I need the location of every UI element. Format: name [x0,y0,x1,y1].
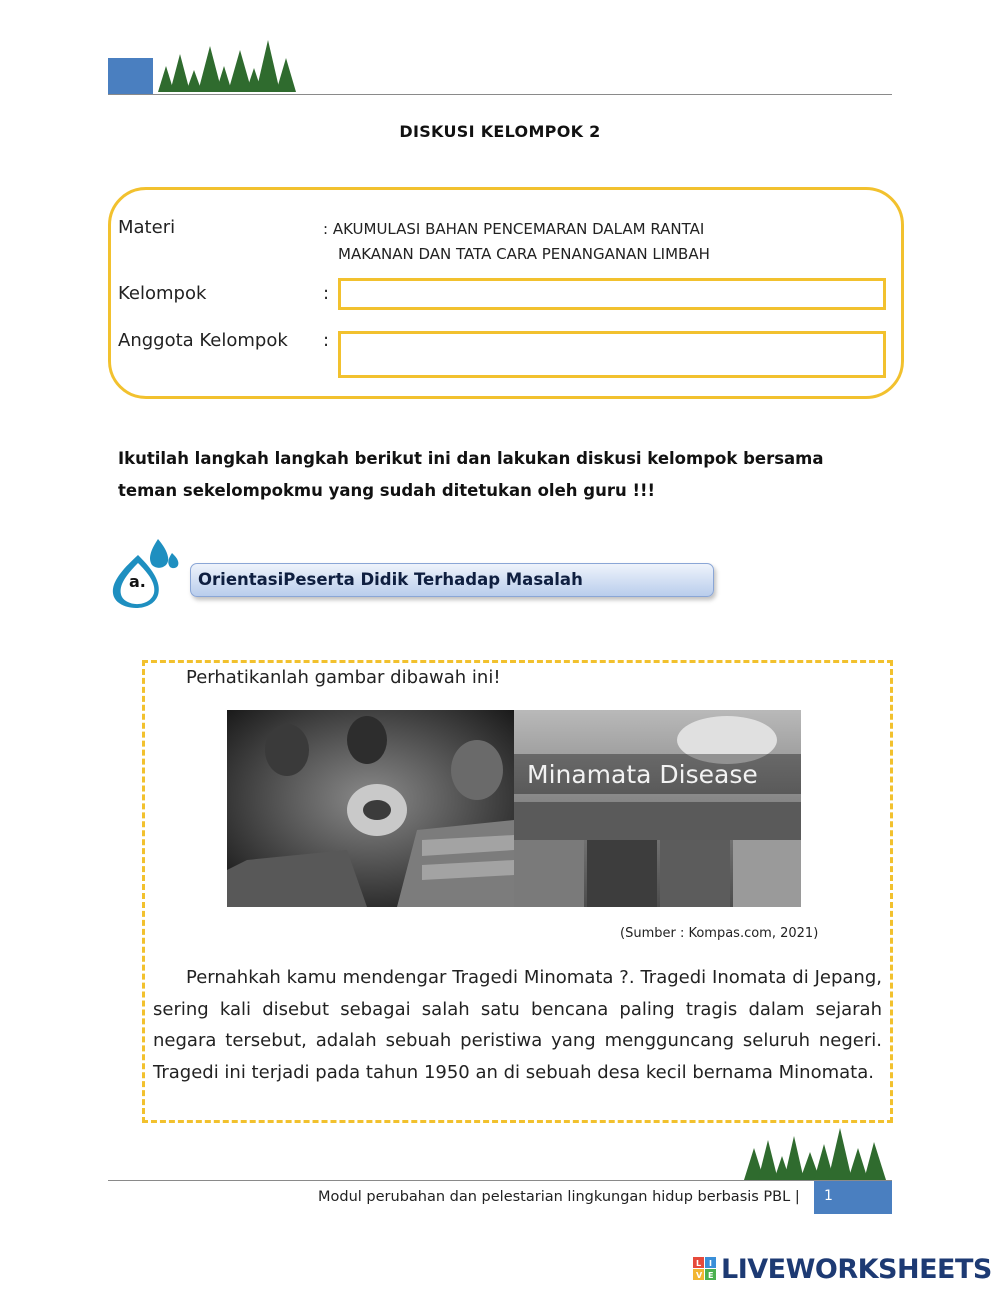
water-drop-icon [108,537,186,611]
footer-rule [108,1180,892,1181]
kelompok-label: Kelompok [118,283,207,304]
image-source: (Sumber : Kompas.com, 2021) [620,926,819,941]
materi-value-line2: MAKANAN DAN TATA CARA PENANGANAN LIMBAH [338,245,710,263]
anggota-colon: : [323,330,330,351]
section-title: OrientasiPeserta Didik Terhadap Masalah [198,570,583,589]
kelompok-colon: : [323,283,330,304]
prompt-text: Perhatikanlah gambar dibawah ini! [186,667,501,688]
header-trees-icon [150,36,304,94]
paragraph-text: Pernahkah kamu mendengar Tragedi Minomata ?. Tragedi Inomata di Jepang, sering kali disebut sebagai salah satu bencana paling tragis dalam sejarah negara tersebut, adalah sebuah peristiwa yang mengguncang seluruh negeri. Tragedi ini terjadi pada tahun 1950 an di sebuah desa kecil bernama Minomata. [153,967,882,1083]
liveworksheets-watermark[interactable]: LIVEWORKSHEETS [721,1254,992,1285]
svg-text:L: L [696,1259,702,1268]
page-title: DISKUSI KELOMPOK 2 [399,122,601,141]
svg-text:I: I [709,1259,712,1268]
anggota-input[interactable] [338,331,886,378]
footer-trees-icon [740,1126,896,1182]
paragraph [153,962,882,1088]
minamata-photo-caption: Minamata Disease [527,760,758,789]
page-number: 1 [814,1181,892,1214]
svg-text:V: V [696,1271,703,1280]
liveworksheets-logo-icon [693,1257,717,1281]
section-letter: a. [129,572,146,591]
minamata-collage [227,710,801,907]
anggota-label: Anggota Kelompok [118,330,288,351]
materi-label: Materi [118,217,176,238]
materi-value-line1: : AKUMULASI BAHAN PENCEMARAN DALAM RANTAI [323,220,705,238]
instruction-text: Ikutilah langkah langkah berikut ini dan lakukan diskusi kelompok bersama teman sekelompokmu yang sudah ditetukan oleh guru !!! [118,449,824,500]
header-rule [108,94,892,95]
svg-text:E: E [708,1271,714,1280]
header-blue-block [108,58,153,94]
minamata-photo [227,710,801,907]
footer-text: Modul perubahan dan pelestarian lingkungan hidup berbasis PBL | [318,1189,800,1205]
kelompok-input[interactable] [338,278,886,310]
